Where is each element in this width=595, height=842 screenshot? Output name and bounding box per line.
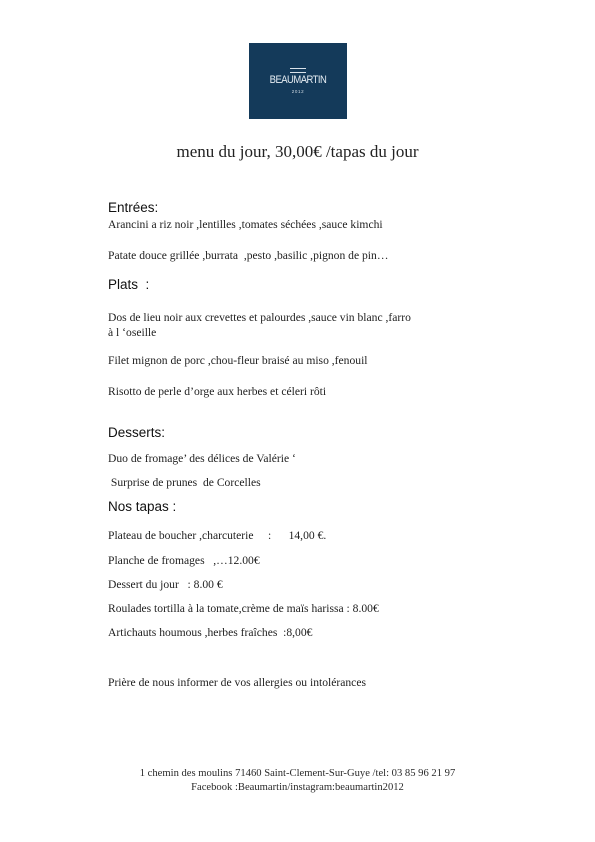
- menu-item: Patate douce grillée ,burrata ,pesto ,basilic ,pignon de pin…: [108, 249, 389, 262]
- logo-emblem: [290, 68, 306, 73]
- logo-name: BEAUMARTIN: [269, 74, 327, 86]
- menu-item: Surprise de prunes de Corcelles: [108, 476, 261, 489]
- section-heading-entrees: Entrées:: [108, 200, 159, 215]
- allergy-note: Prière de nous informer de vos allergies ou intolérances: [108, 676, 366, 689]
- section-heading-desserts: Desserts:: [108, 425, 166, 440]
- menu-item: Planche de fromages ,…12.00€: [108, 554, 260, 567]
- menu-item: Dessert du jour : 8.00 €: [108, 578, 223, 591]
- footer-social: Facebook :Beaumartin/instagram:beaumartin2012: [191, 782, 404, 793]
- logo-year: 2012: [291, 89, 305, 94]
- restaurant-logo: [249, 43, 347, 119]
- menu-item: Arancini a riz noir ,lentilles ,tomates séchées ,sauce kimchi: [108, 218, 383, 231]
- section-heading-tapas: Nos tapas :: [108, 499, 177, 514]
- footer-address: 1 chemin des moulins 71460 Saint-Clement-Sur-Guye /tel: 03 85 96 21 97: [139, 768, 456, 779]
- menu-item: Filet mignon de porc ,chou-fleur braisé au miso ,fenouil: [108, 354, 368, 367]
- menu-item: Duo de fromage’ des délices de Valérie ‘: [108, 452, 296, 465]
- section-heading-plats: Plats :: [108, 277, 150, 292]
- menu-item: Roulades tortilla à la tomate,crème de maïs harissa : 8.00€: [108, 602, 379, 615]
- menu-item: Risotto de perle d’orge aux herbes et céleri rôti: [108, 385, 327, 398]
- menu-item: Artichauts houmous ,herbes fraîches :8,00€: [108, 626, 313, 639]
- menu-title: menu du jour, 30,00€ /tapas du jour: [176, 142, 419, 161]
- menu-item: Plateau de boucher ,charcuterie : 14,00 €.: [108, 529, 327, 542]
- menu-item: Dos de lieu noir aux crevettes et palourdes ,sauce vin blanc ,farro à l ‘oseille: [108, 311, 411, 339]
